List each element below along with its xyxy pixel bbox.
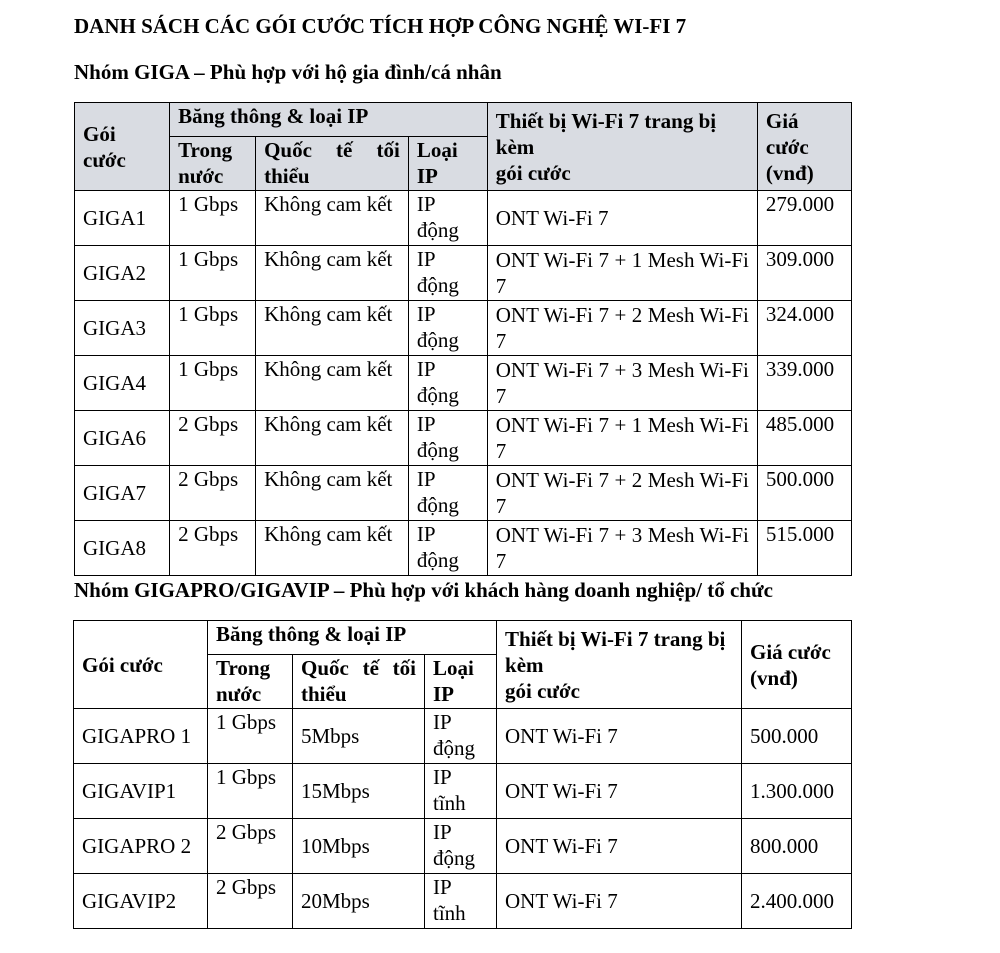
international-bandwidth: Không cam kết — [256, 466, 409, 521]
device: ONT Wi-Fi 7 + 2 Mesh Wi-Fi 7 — [487, 301, 757, 356]
header-bandwidth: Băng thông & loại IP — [170, 103, 488, 137]
header-package: Gói cước — [75, 103, 170, 191]
header-price: Giá cước (vnđ) — [757, 103, 851, 191]
international-bandwidth: 10Mbps — [293, 819, 425, 874]
table-row — [75, 191, 852, 246]
table-row — [75, 411, 852, 466]
gigapro-gigavip-table — [73, 620, 852, 929]
package-name: GIGA1 — [75, 191, 170, 246]
price: 339.000 — [757, 356, 851, 411]
international-bandwidth: Không cam kết — [256, 521, 409, 576]
ip-type: IP tĩnh — [425, 764, 497, 819]
international-bandwidth: Không cam kết — [256, 411, 409, 466]
price: 2.400.000 — [742, 874, 852, 929]
header-device-line1: Thiết bị Wi-Fi 7 trang bị — [495, 108, 717, 133]
domestic-bandwidth: 2 Gbps — [208, 874, 293, 929]
header-international: Quốc tế tối thiểu — [256, 137, 409, 191]
ip-type: IP động — [425, 709, 497, 764]
ip-type: IP động — [425, 819, 497, 874]
ip-type: IP động — [408, 356, 487, 411]
price: 800.000 — [742, 819, 852, 874]
table-row — [75, 466, 852, 521]
international-bandwidth: 20Mbps — [293, 874, 425, 929]
price: 500.000 — [742, 709, 852, 764]
header-device-line1: Thiết bị Wi-Fi 7 trang bị kèm — [505, 626, 726, 677]
domestic-bandwidth: 1 Gbps — [170, 191, 256, 246]
table-row — [74, 764, 852, 819]
header-device-line2: gói cước — [505, 678, 580, 703]
header-bandwidth: Băng thông & loại IP — [208, 621, 497, 655]
table-row — [75, 356, 852, 411]
device: ONT Wi-Fi 7 — [497, 874, 742, 929]
document-title: DANH SÁCH CÁC GÓI CƯỚC TÍCH HỢP CÔNG NGHỆ WI-FI 7 — [74, 14, 687, 38]
domestic-bandwidth: 2 Gbps — [170, 411, 256, 466]
table-row — [74, 874, 852, 929]
ip-type: IP động — [408, 411, 487, 466]
ip-type: IP động — [408, 466, 487, 521]
domestic-bandwidth: 2 Gbps — [170, 521, 256, 576]
international-bandwidth: Không cam kết — [256, 301, 409, 356]
device: ONT Wi-Fi 7 + 1 Mesh Wi-Fi 7 — [487, 246, 757, 301]
package-name: GIGA4 — [75, 356, 170, 411]
header-package: Gói cước — [74, 621, 208, 709]
device: ONT Wi-Fi 7 + 3 Mesh Wi-Fi 7 — [487, 521, 757, 576]
international-bandwidth: 5Mbps — [293, 709, 425, 764]
device: ONT Wi-Fi 7 — [487, 191, 757, 246]
package-name: GIGAVIP1 — [74, 764, 208, 819]
package-name: GIGAVIP2 — [74, 874, 208, 929]
device: ONT Wi-Fi 7 — [497, 764, 742, 819]
device: ONT Wi-Fi 7 + 1 Mesh Wi-Fi 7 — [487, 411, 757, 466]
domestic-bandwidth: 1 Gbps — [170, 356, 256, 411]
ip-type: IP động — [408, 521, 487, 576]
device: ONT Wi-Fi 7 — [497, 709, 742, 764]
ip-type: IP tĩnh — [425, 874, 497, 929]
device: ONT Wi-Fi 7 + 3 Mesh Wi-Fi 7 — [487, 356, 757, 411]
international-bandwidth: Không cam kết — [256, 356, 409, 411]
table-row — [75, 246, 852, 301]
package-name: GIGAPRO 2 — [74, 819, 208, 874]
package-name: GIGA6 — [75, 411, 170, 466]
price: 279.000 — [757, 191, 851, 246]
domestic-bandwidth: 1 Gbps — [170, 246, 256, 301]
header-domestic: Trong nước — [208, 655, 293, 709]
table-row — [75, 301, 852, 356]
group2-heading: Nhóm GIGAPRO/GIGAVIP – Phù hợp với khách hàng doanh nghiệp/ tổ chức — [74, 578, 773, 602]
device: ONT Wi-Fi 7 + 2 Mesh Wi-Fi 7 — [487, 466, 757, 521]
domestic-bandwidth: 1 Gbps — [170, 301, 256, 356]
package-name: GIGA3 — [75, 301, 170, 356]
header-international: Quốc tế tối thiểu — [293, 655, 425, 709]
ip-type: IP động — [408, 301, 487, 356]
domestic-bandwidth: 2 Gbps — [170, 466, 256, 521]
price: 324.000 — [757, 301, 851, 356]
giga-table — [74, 102, 852, 576]
domestic-bandwidth: 2 Gbps — [208, 819, 293, 874]
header-device-line3: gói cước — [495, 160, 571, 185]
international-bandwidth: Không cam kết — [256, 246, 409, 301]
package-name: GIGAPRO 1 — [74, 709, 208, 764]
price: 485.000 — [757, 411, 851, 466]
price: 309.000 — [757, 246, 851, 301]
price: 1.300.000 — [742, 764, 852, 819]
group1-heading: Nhóm GIGA – Phù hợp với hộ gia đình/cá nhân — [74, 60, 502, 84]
header-device — [497, 621, 742, 709]
header-price: Giá cước (vnđ) — [742, 621, 852, 709]
header-ip-type: Loại IP — [425, 655, 497, 709]
device: ONT Wi-Fi 7 — [497, 819, 742, 874]
header-device — [487, 103, 757, 191]
header-ip-type: Loại IP — [408, 137, 487, 191]
price: 500.000 — [757, 466, 851, 521]
international-bandwidth: Không cam kết — [256, 191, 409, 246]
package-name: GIGA7 — [75, 466, 170, 521]
price: 515.000 — [757, 521, 851, 576]
ip-type: IP động — [408, 246, 487, 301]
domestic-bandwidth: 1 Gbps — [208, 709, 293, 764]
table-row — [75, 521, 852, 576]
domestic-bandwidth: 1 Gbps — [208, 764, 293, 819]
package-name: GIGA8 — [75, 521, 170, 576]
package-name: GIGA2 — [75, 246, 170, 301]
table-row — [74, 709, 852, 764]
table-row — [74, 819, 852, 874]
header-device-line2: kèm — [495, 134, 535, 159]
header-domestic: Trong nước — [170, 137, 256, 191]
international-bandwidth: 15Mbps — [293, 764, 425, 819]
ip-type: IP động — [408, 191, 487, 246]
